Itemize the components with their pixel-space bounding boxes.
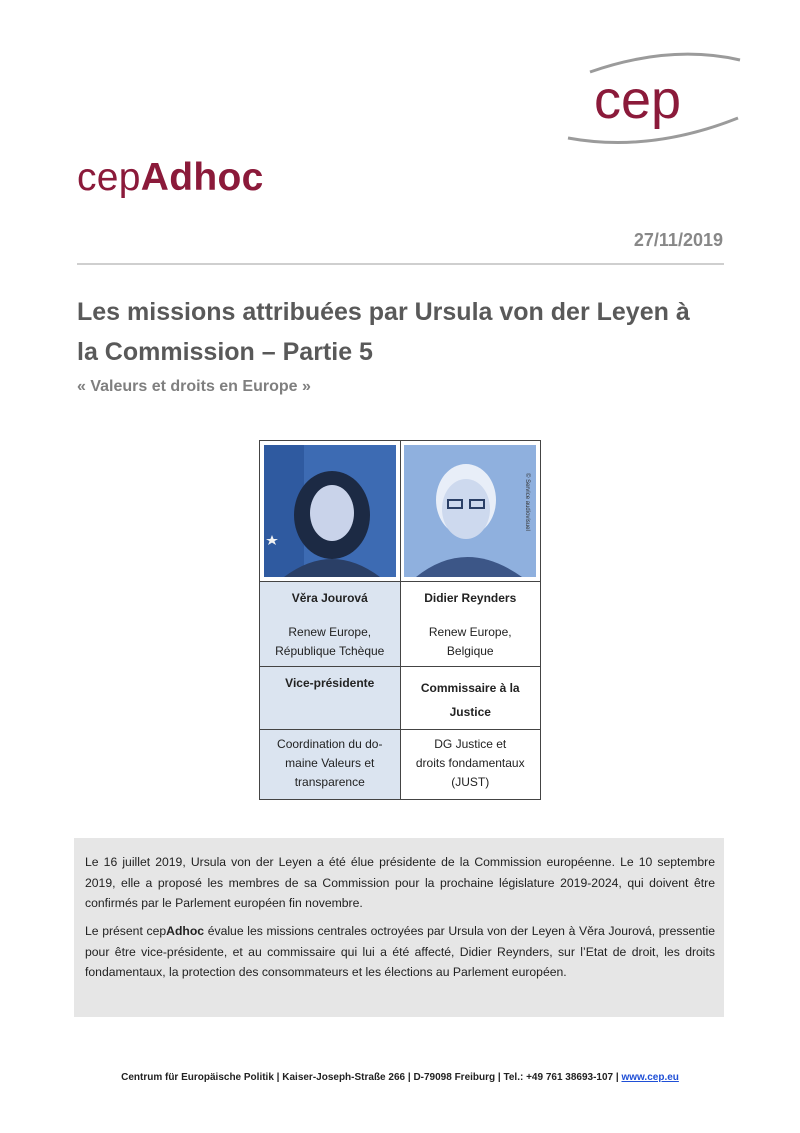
summary-paragraph-2: Le présent cepAdhoc évalue les missions centrales octroyées par Ursula von der Leyen à Věra Jourová, pressentie pour être vice-présidente, et au commissaire qui lui a été affecté, Didier Reynders, sur l’Etat de droit, les droits fondamentaux, la protection des consommateurs et les élections au Parlement européen. [85, 924, 715, 979]
person-name: Věra Jourová [291, 591, 368, 605]
summary-box [74, 838, 724, 1017]
person-country: République Tchèque [275, 644, 385, 658]
portrait-reynders [404, 445, 536, 577]
domain-line: droits fondamentaux [415, 756, 525, 770]
photo-credit: © Service audiovisuel [524, 473, 531, 531]
website-link[interactable]: www.cep.eu [621, 1072, 679, 1083]
role-cell-reynders [400, 667, 541, 730]
person-affiliation: Renew Europe, [428, 625, 512, 639]
commissioners-table [259, 440, 541, 800]
domain-line: DG Justice et [434, 737, 507, 751]
logo-text: cep [594, 70, 682, 130]
domain-line: Coordination du do- [277, 737, 383, 751]
domain-line: (JUST) [451, 775, 490, 789]
footer [0, 1072, 800, 1083]
domain-line: transparence [294, 775, 365, 789]
name-cell-reynders [400, 582, 541, 667]
domain-line: maine Valeurs et [285, 756, 375, 770]
cep-logo [560, 48, 745, 148]
person-role-line2: Justice [449, 705, 491, 719]
person-role: Vice-présidente [285, 676, 375, 690]
person-country: Belgique [446, 644, 494, 658]
person-affiliation: Renew Europe, [288, 625, 372, 639]
page-subtitle: « Valeurs et droits en Europe » [77, 378, 311, 395]
photo-cell-reynders [400, 441, 541, 582]
domain-cell-jourova [260, 730, 401, 800]
person-role-line1: Commissaire à la [420, 681, 520, 695]
person-name: Didier Reynders [424, 591, 517, 605]
summary-paragraph-1: Le 16 juillet 2019, Ursula von der Leyen a été élue présidente de la Commission européenne. Le 10 septembre 2019, elle a proposé les membres de sa Commission pour la prochaine législature 2019-2024, qui doivent être confirmés par le Parlement européen fin novembre. [85, 855, 715, 910]
portrait-jourova [264, 445, 396, 577]
publication-date: 27/11/2019 [633, 230, 723, 250]
role-cell-jourova [260, 667, 401, 730]
name-cell-jourova [260, 582, 401, 667]
brand-title: cepAdhoc [77, 156, 264, 199]
photo-cell-jourova [260, 441, 401, 582]
divider [77, 263, 724, 265]
domain-cell-reynders [400, 730, 541, 800]
page-title: Les missions attribuées par Ursula von der Leyen à la Commission – Partie 5 [77, 298, 690, 366]
footer-address: Centrum für Europäische Politik | Kaiser-Joseph-Straße 266 | D-79098 Freiburg | Tel.: +49 761 38693-107 | [121, 1072, 622, 1083]
